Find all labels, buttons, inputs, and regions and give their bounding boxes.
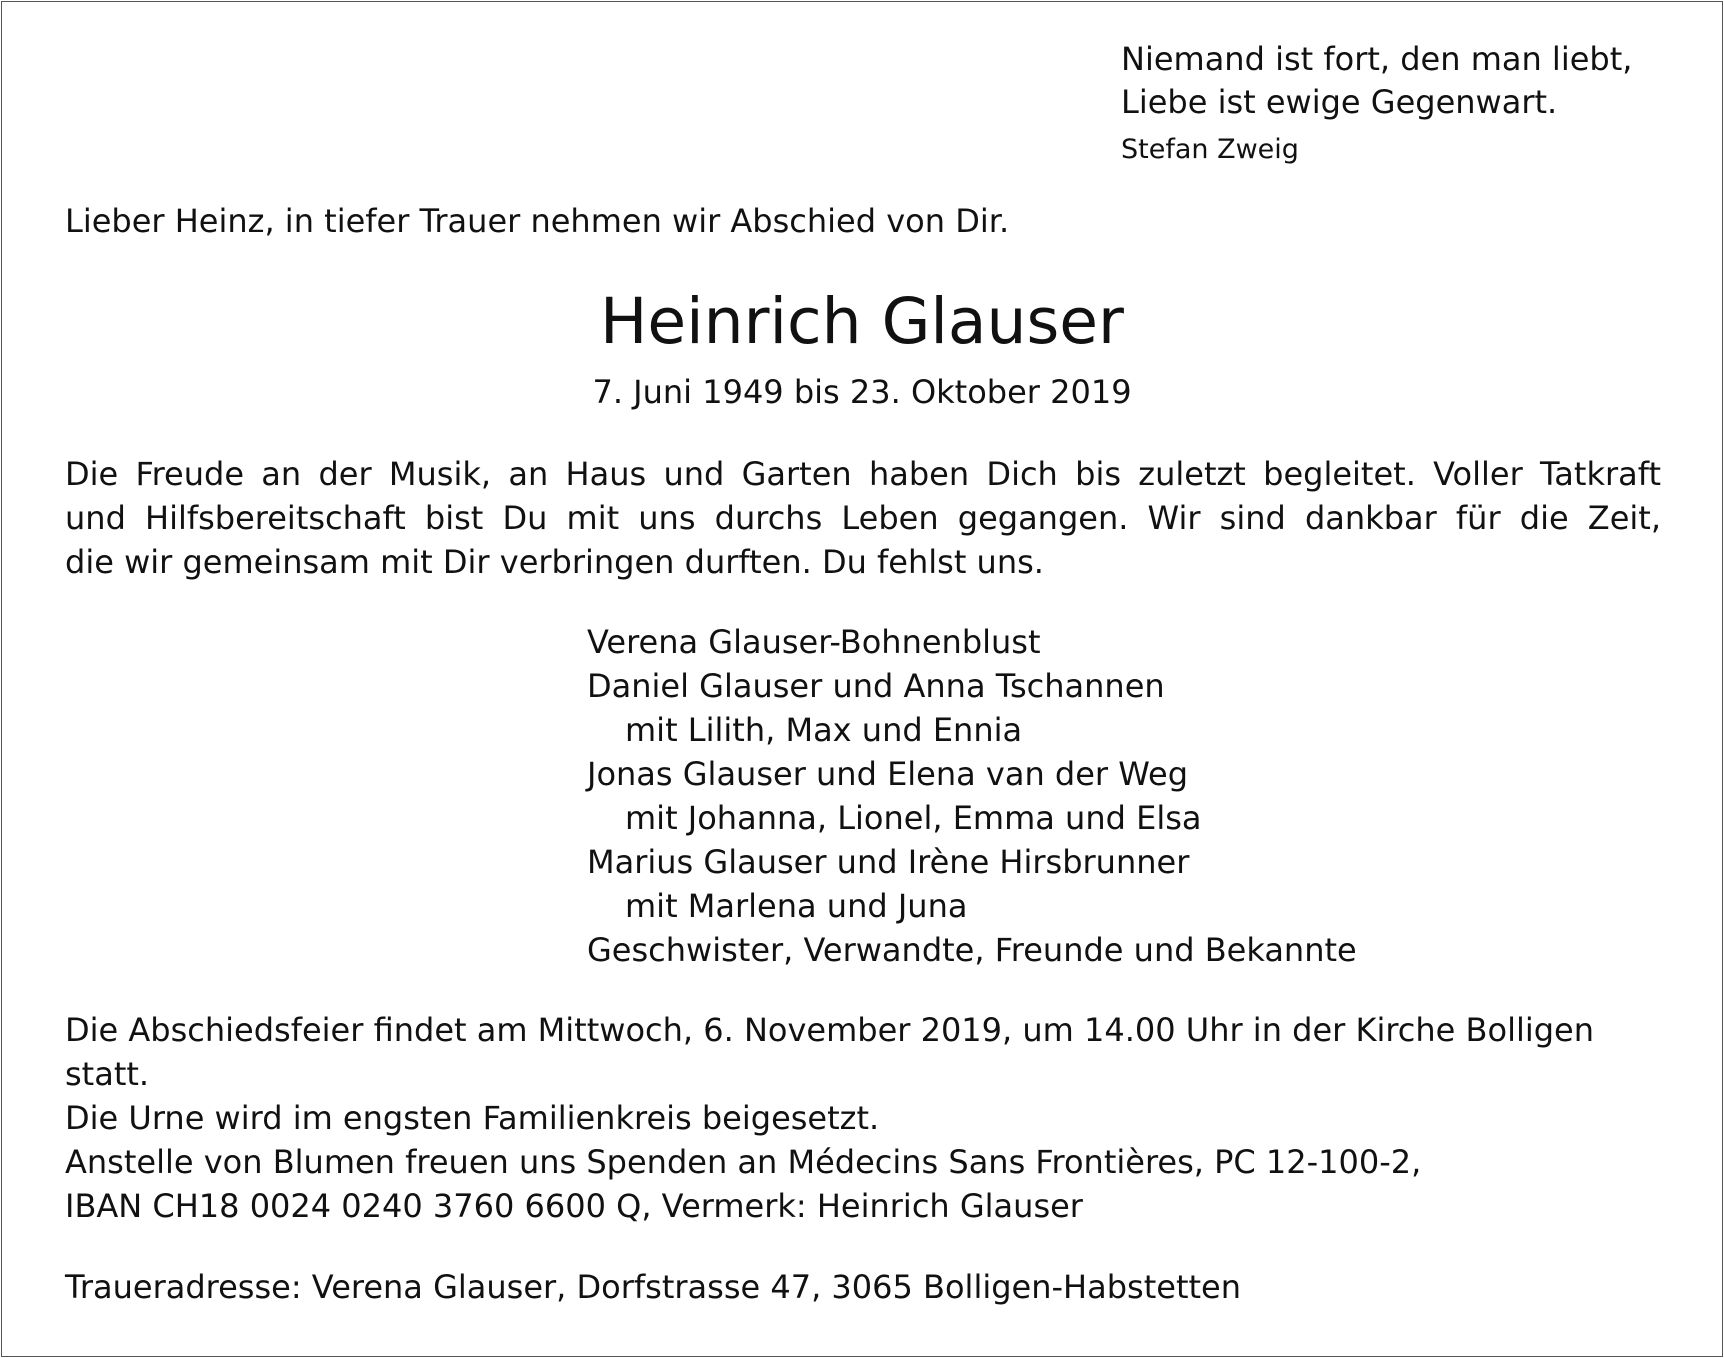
quote-line: Liebe ist ewige Gegenwart. [1121, 83, 1558, 121]
quote-block [1121, 38, 1711, 168]
family-member: Verena Glauser-Bohnenblust [587, 623, 1041, 661]
quote-author: Stefan Zweig [1121, 134, 1299, 165]
family-list [587, 620, 1357, 972]
info-line: Die Urne wird im engsten Familienkreis beigesetzt. [65, 1099, 880, 1137]
tribute-line: die wir gemeinsam mit Dir verbringen durften. Du fehlst uns. [65, 543, 1044, 581]
info-line: IBAN CH18 0024 0240 3760 6600 Q, Vermerk: Heinrich Glauser [65, 1187, 1083, 1225]
family-member: Marius Glauser und Irène Hirsbrunner [587, 843, 1190, 881]
family-member: Jonas Glauser und Elena van der Weg [587, 755, 1189, 793]
family-member: Daniel Glauser und Anna Tschannen [587, 667, 1165, 705]
family-member: Geschwister, Verwandte, Freunde und Bekannte [587, 931, 1357, 969]
info-line: Die Abschiedsfeier findet am Mittwoch, 6. November 2019, um 14.00 Uhr in der Kirche Bolligen [65, 1011, 1595, 1049]
greeting: Lieber Heinz, in tiefer Trauer nehmen wir Abschied von Dir. [65, 202, 1010, 240]
mourning-address: Traueradresse: Verena Glauser, Dorfstrasse 47, 3065 Bolligen-Habstetten [65, 1268, 1241, 1306]
family-children: mit Johanna, Lionel, Emma und Elsa [625, 799, 1202, 837]
deceased-name: Heinrich Glauser [600, 285, 1124, 358]
info-line: Anstelle von Blumen freuen uns Spenden an Médecins Sans Frontières, PC 12-100-2, [65, 1143, 1422, 1181]
family-children: mit Marlena und Juna [625, 887, 968, 925]
tribute-line: und Hilfsbereitschaft bist Du mit uns durchs Leben gegangen. Wir sind dankbar für die Zeit, [65, 499, 1661, 537]
life-dates: 7. Juni 1949 bis 23. Oktober 2019 [592, 373, 1132, 411]
tribute-paragraph [65, 452, 1661, 584]
quote-line: Niemand ist fort, den man liebt, [1121, 40, 1633, 78]
ceremony-info [65, 1008, 1665, 1228]
info-line: statt. [65, 1055, 150, 1093]
family-children: mit Lilith, Max und Ennia [625, 711, 1023, 749]
tribute-line: Die Freude an der Musik, an Haus und Garten haben Dich bis zuletzt begleitet. Voller Tatkraft [65, 455, 1661, 493]
